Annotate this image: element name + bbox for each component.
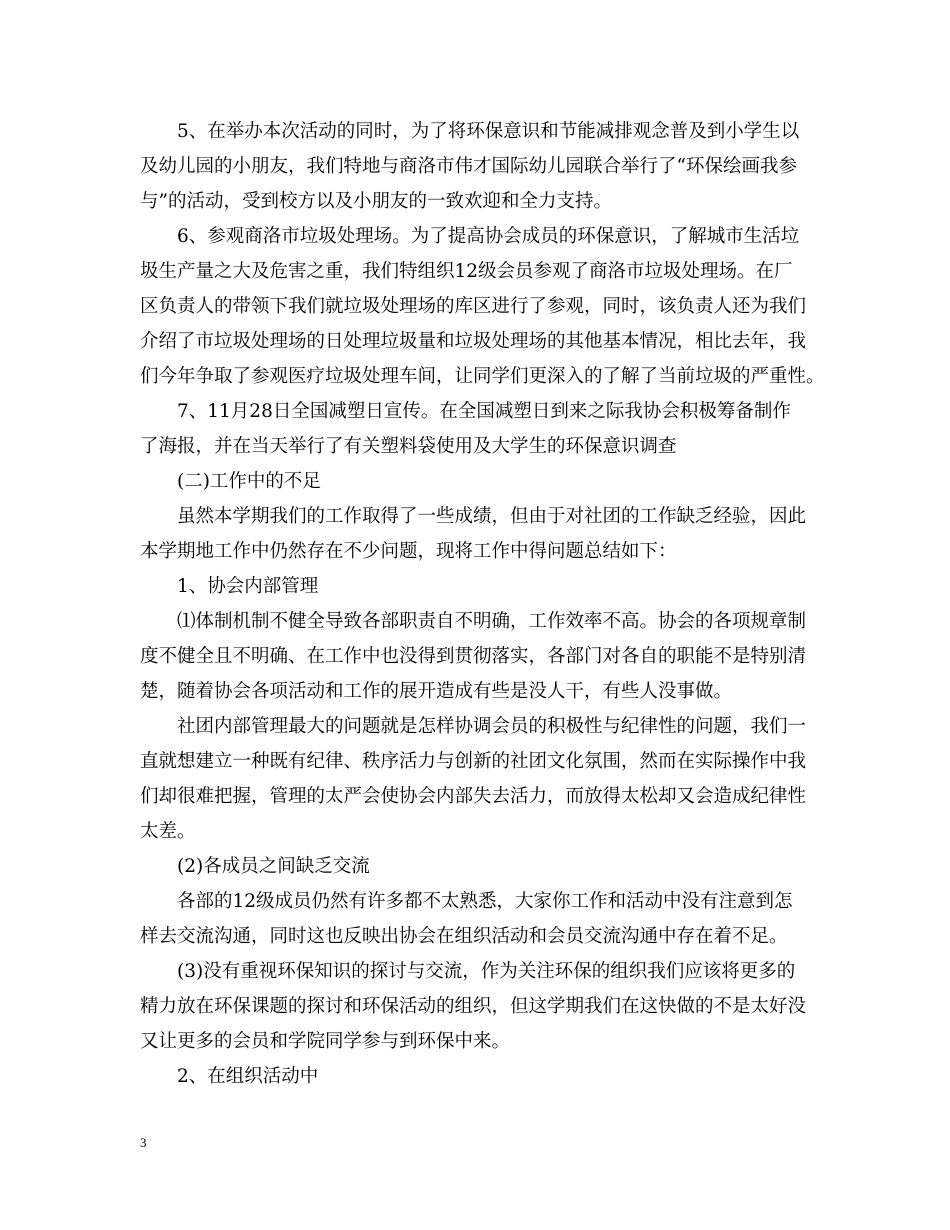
paragraph-6-line-5: 们今年争取了参观医疗垃圾处理车间，让同学们更深入的了解了当前垃圾的严重性。	[140, 366, 825, 387]
item-1-line-1: ⑴体制机制不健全导致各部职责自不明确，工作效率不高。协会的各项规章制	[177, 611, 807, 632]
subheading-internal-management: 1、协会内部管理	[177, 576, 319, 597]
subheading-organizing-activities: 2、在组织活动中	[177, 1066, 319, 1087]
paragraph-5-line-1: 5、在举办本次活动的同时，为了将环保意识和节能减排观念普及到小学生以	[177, 121, 800, 142]
item-3-line-1: (3)没有重视环保知识的探讨与交流，作为关注环保的组织我们应该将更多的	[177, 961, 796, 982]
item-2-line-1: 各部的12级成员仍然有许多都不太熟悉，大家你工作和活动中没有注意到怎	[177, 891, 793, 912]
paragraph-6-line-2: 圾生产量之大及危害之重，我们特组织12级会员参观了商洛市垃圾处理场。在厂	[140, 261, 793, 282]
page-number: 3	[140, 1135, 147, 1150]
paragraph-7-line-2: 了海报，并在当天举行了有关塑料袋使用及大学生的环保意识调查	[140, 436, 677, 457]
paragraph-6-line-4: 介绍了市垃圾处理场的日处理垃圾量和垃圾处理场的其他基本情况，相比去年，我	[140, 331, 807, 352]
management-paragraph-line-2: 直就想建立一种既有纪律、秩序活力与创新的社团文化氛围，然而在实际操作中我	[140, 751, 807, 772]
item-2-line-2: 样去交流沟通，同时这也反映出协会在组织活动和会员交流沟通中存在着不足。	[140, 926, 788, 947]
management-paragraph-line-1: 社团内部管理最大的问题就是怎样协调会员的积极性与纪律性的问题，我们一	[177, 716, 807, 737]
section-heading-shortcomings: (二)工作中的不足	[177, 471, 321, 492]
paragraph-7-line-1: 7、11月28日全国减塑日宣传。在全国减塑日到来之际我协会积极筹备制作	[177, 401, 791, 422]
management-paragraph-line-3: 们却很难把握，管理的太严会使协会内部失去活力，而放得太松却又会造成纪律性	[140, 786, 807, 807]
item-3-line-2: 精力放在环保课题的探讨和环保活动的组织，但这学期我们在这快做的不是太好没	[140, 996, 807, 1017]
paragraph-5-line-3: 与”的活动，受到校方以及小朋友的一致欢迎和全力支持。	[140, 191, 612, 212]
intro-paragraph-line-2: 本学期地工作中仍然存在不少问题，现将工作中得问题总结如下：	[140, 541, 677, 562]
management-paragraph-line-4: 太差。	[140, 821, 196, 842]
intro-paragraph-line-1: 虽然本学期我们的工作取得了一些成绩，但由于对社团的工作缺乏经验，因此	[177, 506, 807, 527]
paragraph-5-line-2: 及幼儿园的小朋友，我们特地与商洛市伟才国际幼儿园联合举行了“环保绘画我参	[140, 156, 797, 177]
paragraph-6-line-1: 6、参观商洛市垃圾处理场。为了提高协会成员的环保意识，了解城市生活垃	[177, 226, 800, 247]
item-2-heading: (2)各成员之间缺乏交流	[177, 856, 370, 877]
item-3-line-3: 又让更多的会员和学院同学参与到环保中来。	[140, 1031, 511, 1052]
item-1-line-2: 度不健全且不明确、在工作中也没得到贯彻落实，各部门对各自的职能不是特别清	[140, 646, 807, 667]
paragraph-6-line-3: 区负责人的带领下我们就垃圾处理场的库区进行了参观，同时，该负责人还为我们	[140, 296, 807, 317]
item-1-line-3: 楚，随着协会各项活动和工作的展开造成有些是没人干，有些人没事做。	[140, 681, 733, 702]
